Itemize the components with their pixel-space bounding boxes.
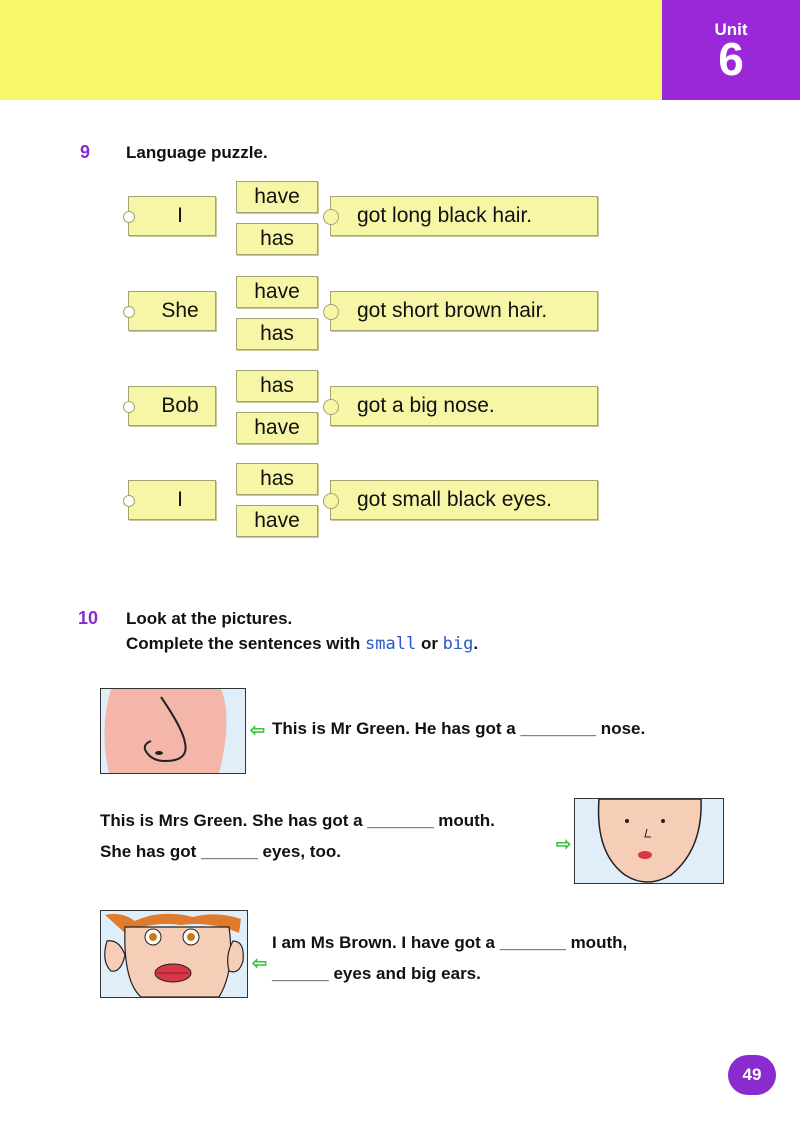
word-big: big bbox=[442, 634, 474, 654]
puzzle-verb-bottom-4[interactable] bbox=[236, 505, 318, 537]
instruction-period: . bbox=[473, 634, 479, 653]
puzzle-subject-1[interactable] bbox=[128, 196, 216, 236]
instruction-text: Complete the sentences with bbox=[126, 634, 361, 653]
puzzle-subject-4-text: I bbox=[177, 488, 183, 511]
face-big-mouth-illustration bbox=[101, 911, 247, 997]
puzzle-nub bbox=[323, 304, 339, 320]
puzzle-subject-3-text: Bob bbox=[161, 394, 199, 417]
puzzle-verb-bottom-1[interactable] bbox=[236, 223, 318, 255]
puzzle-verb-top-4-text: has bbox=[260, 467, 294, 490]
puzzle-nub bbox=[323, 399, 339, 415]
header-band bbox=[0, 0, 662, 100]
page-number-badge bbox=[728, 1055, 776, 1095]
puzzle-ending-2[interactable] bbox=[330, 291, 598, 331]
puzzle-subject-3[interactable] bbox=[128, 386, 216, 426]
word-or: or bbox=[420, 634, 438, 653]
sentence-3-line-1: I am Ms Brown. I have got a _______ mouth, bbox=[272, 933, 628, 952]
page-number: 49 bbox=[742, 1065, 762, 1084]
sentence-3-line-2: ______ eyes and big ears. bbox=[272, 964, 481, 983]
puzzle-verb-bottom-2[interactable] bbox=[236, 318, 318, 350]
picture-mrs-green-face bbox=[574, 798, 724, 884]
puzzle-ending-2-text: got short brown hair. bbox=[357, 299, 548, 322]
puzzle-verb-top-3[interactable] bbox=[236, 370, 318, 402]
puzzle-verb-bottom-2-text: has bbox=[260, 322, 294, 345]
puzzle-verb-top-2-text: have bbox=[254, 280, 300, 303]
puzzle-subject-4[interactable] bbox=[128, 480, 216, 520]
puzzle-verb-top-1[interactable] bbox=[236, 181, 318, 213]
puzzle-ending-4[interactable] bbox=[330, 480, 598, 520]
puzzle-ending-3[interactable] bbox=[330, 386, 598, 426]
word-small: small bbox=[365, 634, 417, 654]
exercise-10-instruction bbox=[126, 634, 478, 654]
puzzle-notch bbox=[123, 211, 135, 223]
unit-label: Unit bbox=[714, 20, 748, 39]
unit-number: 6 bbox=[718, 33, 744, 85]
puzzle-verb-top-2[interactable] bbox=[236, 276, 318, 308]
sentence-2-line-1: This is Mrs Green. She has got a _______ mouth. bbox=[100, 811, 495, 830]
puzzle-verb-bottom-4-text: have bbox=[254, 509, 300, 532]
puzzle-nub bbox=[323, 209, 339, 225]
sentence-1: This is Mr Green. He has got a ________ nose. bbox=[272, 719, 646, 738]
exercise-9-title: Language puzzle. bbox=[126, 143, 268, 162]
face-small-mouth-illustration bbox=[575, 799, 723, 883]
picture-mr-green-nose bbox=[100, 688, 246, 774]
puzzle-verb-top-3-text: has bbox=[260, 374, 294, 397]
puzzle-notch bbox=[123, 401, 135, 413]
puzzle-verb-bottom-1-text: has bbox=[260, 227, 294, 250]
puzzle-ending-4-text: got small black eyes. bbox=[357, 488, 552, 511]
sentence-2-line-2: She has got ______ eyes, too. bbox=[100, 842, 341, 861]
puzzle-subject-2-text: She bbox=[161, 299, 199, 322]
nose-illustration bbox=[101, 689, 245, 773]
exercise-9-number: 9 bbox=[80, 142, 91, 162]
unit-tab bbox=[662, 0, 800, 100]
exercise-10-title: Look at the pictures. bbox=[126, 609, 293, 628]
puzzle-ending-1[interactable] bbox=[330, 196, 598, 236]
puzzle-notch bbox=[123, 495, 135, 507]
exercise-10-number: 10 bbox=[78, 608, 99, 628]
puzzle-subject-2[interactable] bbox=[128, 291, 216, 331]
puzzle-notch bbox=[123, 306, 135, 318]
picture-ms-brown-face bbox=[100, 910, 248, 998]
puzzle-nub bbox=[323, 493, 339, 509]
arrow-left-icon: ⇦ bbox=[250, 720, 266, 740]
puzzle-verb-bottom-3[interactable] bbox=[236, 412, 318, 444]
puzzle-ending-1-text: got long black hair. bbox=[357, 204, 533, 227]
puzzle-verb-top-1-text: have bbox=[254, 185, 300, 208]
puzzle-subject-1-text: I bbox=[177, 204, 183, 227]
puzzle-ending-3-text: got a big nose. bbox=[357, 394, 495, 417]
puzzle-verb-top-4[interactable] bbox=[236, 463, 318, 495]
arrow-right-icon: ⇨ bbox=[556, 834, 572, 854]
puzzle-verb-bottom-3-text: have bbox=[254, 416, 300, 439]
arrow-left-icon: ⇦ bbox=[252, 953, 268, 973]
